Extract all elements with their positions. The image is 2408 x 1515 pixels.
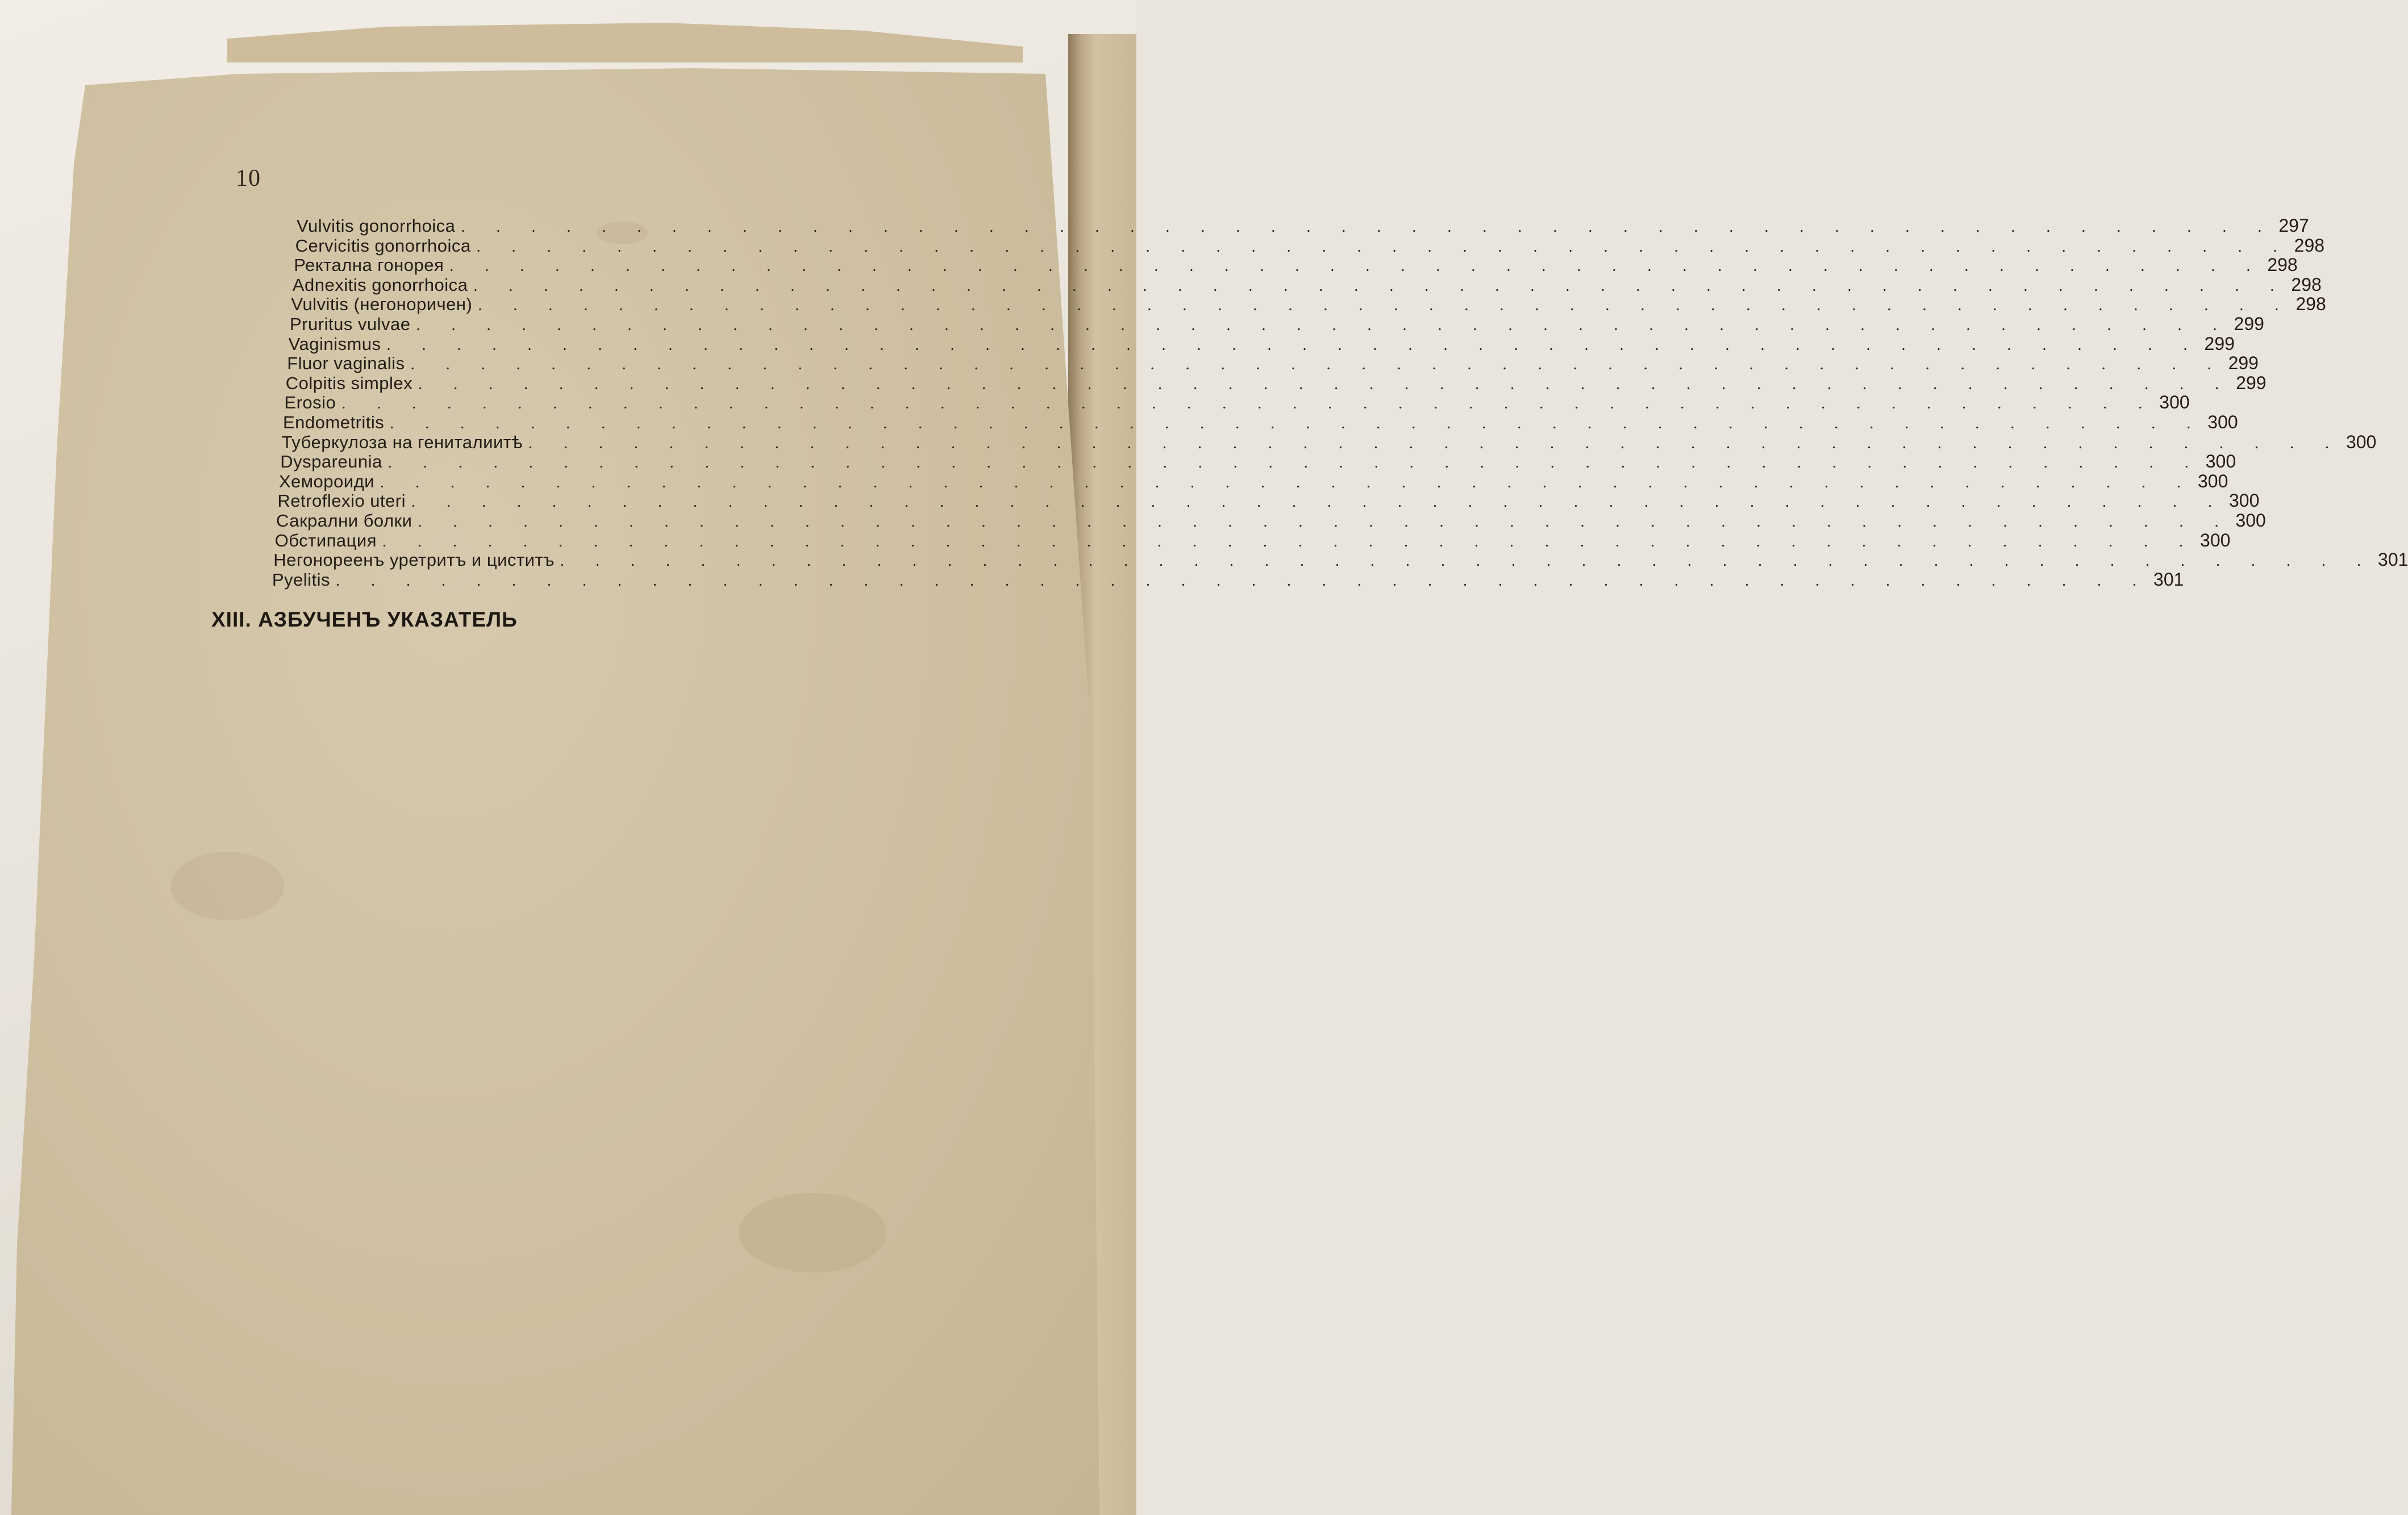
toc-entry-title: Vaginismus <box>288 333 381 354</box>
toc-entry-page: 298 <box>2267 254 2298 276</box>
toc-entry <box>295 235 2325 256</box>
section-heading: XIII. АЗБУЧЕНЪ УКАЗАТЕЛЬ <box>211 608 518 631</box>
toc-entry-title: Erosio <box>284 393 336 413</box>
toc-dot-leader: . . . . . . . . . . . . . . . . . . . . . . . . . . . . . . . . . . . . . . . . . . . . . . . . . . . . <box>449 257 2264 276</box>
toc-entry <box>291 294 2326 315</box>
toc-entry-title: Dyspareunia <box>280 452 382 472</box>
toc-entry <box>272 569 2184 590</box>
toc-dot-leader: . . . . . . . . . . . . . . . . . . . . . . . . . . . . . . . . . . . . . . . . . . . . . . . . . . . . <box>411 493 2226 511</box>
toc-entry-page: 300 <box>2235 510 2266 531</box>
toc-entry-page: 297 <box>2278 215 2309 236</box>
toc-entry <box>276 510 2266 531</box>
toc-entry-title: Colpitis simplex <box>285 373 413 393</box>
toc-entry-title: Vulvitis gonorrhoica <box>297 216 456 236</box>
toc-entry-title: Cervicitis gonorrhoica <box>295 235 471 256</box>
toc-entry-title: Retroflexio uteri <box>277 491 406 511</box>
table-of-contents <box>272 215 2408 590</box>
toc-entry-page: 301 <box>2378 549 2408 570</box>
toc-entry-title: Adnexitis gonorrhoica <box>292 274 468 295</box>
page-number: 10 <box>236 165 261 191</box>
toc-dot-leader: . . . . . . . . . . . . . . . . . . . . . . . . . . . . . . . . . . . . . . . . . . . . . . . . . . . . <box>410 356 2225 374</box>
toc-entry <box>278 470 2228 491</box>
toc-dot-leader: . . . . . . . . . . . . . . . . . . . . . . . . . . . . . . . . . . . . . . . . . . . . . . . . . . . . <box>473 277 2288 295</box>
toc-dot-leader: . . . . . . . . . . . . . . . . . . . . . . . . . . . . . . . . . . . . . . . . . . . . . . . . . . . . <box>418 375 2233 393</box>
toc-entry-page: 298 <box>2294 235 2325 256</box>
toc-dot-leader: . . . . . . . . . . . . . . . . . . . . . . . . . . . . . . . . . . . . . . . . . . . . . . . . . . . . <box>336 571 2151 590</box>
toc-dot-leader: . . . . . . . . . . . . . . . . . . . . . . . . . . . . . . . . . . . . . . . . . . . . . . . . . . . . <box>478 297 2293 315</box>
toc-entry-title: Ректална гонорея <box>294 255 444 276</box>
paper-stain <box>170 852 284 920</box>
toc-entry <box>284 392 2190 413</box>
toc-dot-leader: . . . . . . . . . . . . . . . . . . . . . . . . . . . . . . . . . . . . . . . . . . . . . . . . . . . . <box>416 316 2231 334</box>
toc-entry <box>273 549 2408 570</box>
toc-entry-page: 299 <box>2234 313 2264 334</box>
toc-dot-leader: . . . . . . . . . . . . . . . . . . . . . . . . . . . . . . . . . . . . . . . . . . . . . . . . . . . . <box>390 414 2205 432</box>
toc-dot-leader: . . . . . . . . . . . . . . . . . . . . . . . . . . . . . . . . . . . . . . . . . . . . . . . . . . . . <box>418 512 2232 531</box>
toc-entry-page: 300 <box>2159 392 2190 413</box>
toc-entry <box>290 313 2264 334</box>
toc-entry-page: 300 <box>2200 529 2231 550</box>
toc-entry-page: 299 <box>2228 353 2259 374</box>
toc-dot-leader: . . . . . . . . . . . . . . . . . . . . . . . . . . . . . . . . . . . . . . . . . . . . . . . . . . . . <box>386 336 2201 354</box>
toc-dot-leader: . . . . . . . . . . . . . . . . . . . . . . . . . . . . . . . . . . . . . . . . . . . . . . . . . . . . <box>388 454 2202 472</box>
toc-entry-page: 300 <box>2229 490 2260 511</box>
toc-entry-title: Fluor vaginalis <box>287 353 405 374</box>
toc-entry-title: Vulvitis (негоноричен) <box>291 294 473 315</box>
toc-entry-page: 300 <box>2205 451 2236 472</box>
toc-entry-title: Pruritus vulvae <box>290 314 411 334</box>
toc-entry <box>274 529 2231 550</box>
paper-stain <box>739 1193 886 1272</box>
toc-entry <box>280 451 2236 472</box>
toc-entry <box>297 215 2309 236</box>
toc-entry-page: 301 <box>2153 569 2184 590</box>
toc-entry <box>288 333 2235 354</box>
toc-entry-page: 298 <box>2295 294 2326 315</box>
toc-entry-title: Сакрални болки <box>276 510 413 531</box>
toc-entry-title: Хемороиди <box>278 471 374 491</box>
toc-entry <box>283 411 2238 432</box>
toc-entry <box>294 254 2298 276</box>
toc-entry-title: Негонореенъ уретритъ и циститъ <box>273 550 555 570</box>
toc-dot-leader: . . . . . . . . . . . . . . . . . . . . . . . . . . . . . . . . . . . . . . . . . . . . . . . . . . . . <box>528 434 2343 452</box>
toc-dot-leader: . . . . . . . . . . . . . . . . . . . . . . . . . . . . . . . . . . . . . . . . . . . . . . . . . . . . <box>461 218 2276 236</box>
toc-dot-leader: . . . . . . . . . . . . . . . . . . . . . . . . . . . . . . . . . . . . . . . . . . . . . . . . . . . . <box>476 237 2291 256</box>
toc-entry <box>285 372 2267 393</box>
toc-dot-leader: . . . . . . . . . . . . . . . . . . . . . . . . . . . . . . . . . . . . . . . . . . . . . . . . . . . . <box>380 473 2194 491</box>
toc-entry-title: Pyelitis <box>272 569 331 590</box>
toc-entry-page: 300 <box>2345 431 2377 452</box>
toc-entry-page: 299 <box>2236 372 2267 393</box>
toc-entry <box>281 431 2377 452</box>
toc-entry-page: 300 <box>2207 411 2238 432</box>
toc-entry-page: 300 <box>2198 470 2228 491</box>
toc-entry <box>292 274 2322 295</box>
toc-entry-title: Обстипация <box>274 530 377 550</box>
toc-entry-title: Туберкулоза на гениталиитѣ <box>281 432 523 452</box>
toc-dot-leader: . . . . . . . . . . . . . . . . . . . . . . . . . . . . . . . . . . . . . . . . . . . . . . . . . . . . <box>382 532 2197 550</box>
toc-entry <box>277 490 2260 511</box>
toc-entry-page: 298 <box>2291 274 2322 295</box>
toc-dot-leader: . . . . . . . . . . . . . . . . . . . . . . . . . . . . . . . . . . . . . . . . . . . . . . . . . . . . <box>560 552 2375 570</box>
toc-entry-page: 299 <box>2204 333 2235 354</box>
toc-dot-leader: . . . . . . . . . . . . . . . . . . . . . . . . . . . . . . . . . . . . . . . . . . . . . . . . . . . . <box>341 395 2156 413</box>
toc-entry <box>287 353 2259 374</box>
toc-entry-title: Endometritis <box>283 412 385 432</box>
